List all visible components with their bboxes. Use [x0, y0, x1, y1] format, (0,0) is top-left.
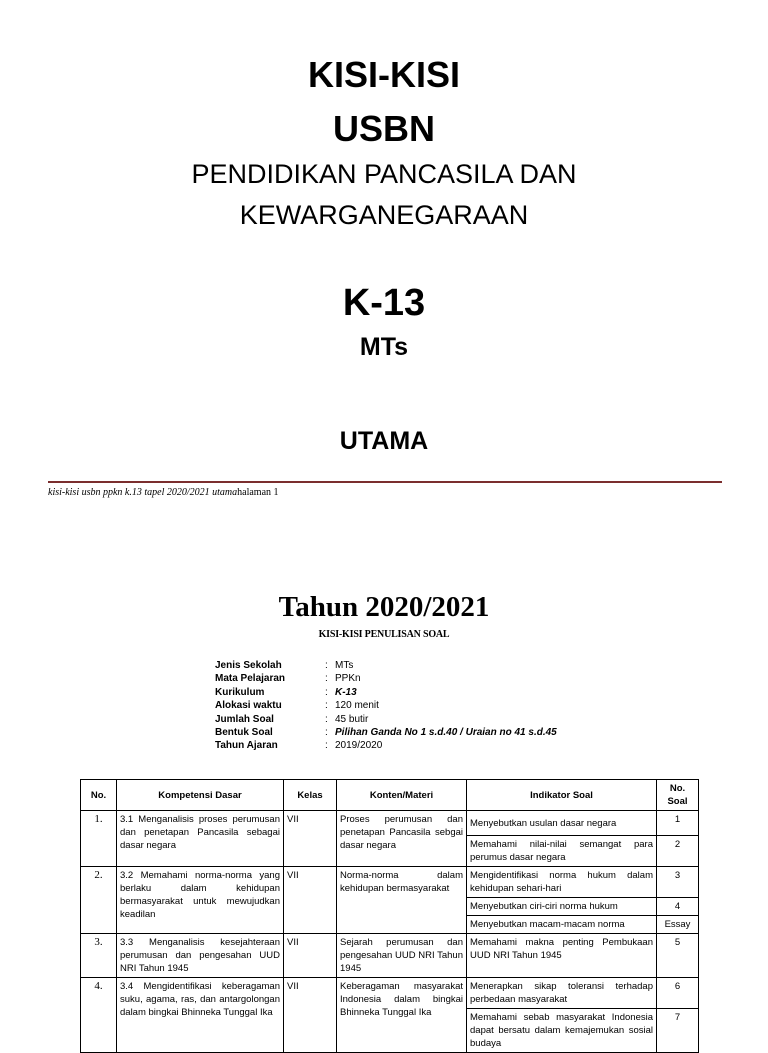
cell-no-soal: 5 — [657, 934, 699, 978]
cell-no-soal: Essay — [657, 916, 699, 934]
info-row-jenis-sekolah — [215, 659, 557, 672]
info-value: 120 menit — [335, 700, 379, 712]
cell-konten-materi: Sejarah perumusan dan pengesahan UUD NRI Tahun 1945 — [337, 934, 467, 978]
header-kelas: Kelas — [284, 780, 337, 811]
info-label: Kurikulum — [215, 686, 265, 698]
header-no-soal: No. Soal — [657, 780, 699, 811]
info-value: MTs — [335, 660, 354, 671]
cell-indikator-soal: Memahami nilai-nilai semangat para perumus dasar negara — [467, 836, 657, 867]
header-indikator-soal: Indikator Soal — [467, 780, 657, 811]
info-value: Pilihan Ganda No 1 s.d.40 / Uraian no 41 s.d.45 — [335, 726, 557, 738]
info-row-mata-pelajaran — [215, 672, 557, 685]
header-konten-materi: Konten/Materi — [337, 780, 467, 811]
info-value: 2019/2020 — [335, 740, 383, 752]
table-row — [81, 811, 699, 836]
info-label: Alokasi waktu — [215, 700, 282, 712]
cell-no-soal: 7 — [657, 1009, 699, 1053]
info-row-tahun-ajaran — [215, 739, 557, 752]
table-header-row — [81, 780, 699, 811]
table-row — [81, 978, 699, 1009]
cell-kelas: VII — [284, 978, 337, 1053]
cell-kompetensi-dasar: 3.1 Menganalisis proses perumusan dan penetapan Pancasila sebagai dasar negara — [117, 811, 284, 867]
info-separator: : — [325, 713, 328, 725]
cell-no-soal: 1 — [657, 811, 699, 836]
cell-kelas: VII — [284, 867, 337, 934]
cell-kompetensi-dasar: 3.3 Menganalisis kesejahteraan perumusan dan pengesahan UUD NRI Tahun 1945 — [117, 934, 284, 978]
info-separator: : — [325, 726, 328, 738]
cell-indikator-soal: Mengidentifikasi norma hukum dalam kehidupan sehari-hari — [467, 867, 657, 898]
cell-kompetensi-dasar: 3.4 Mengidentifikasi keberagaman suku, agama, ras, dan antargolongan dalam bingkai Bhinneka Tunggal Ika — [117, 978, 284, 1053]
cell-kompetensi-dasar: 3.2 Memahami norma-norma yang berlaku dalam kehidupan bermasyarakat untuk mewujudkan keadilan — [117, 867, 284, 934]
cell-kelas: VII — [284, 811, 337, 867]
cell-indikator-soal: Menerapkan sikap toleransi terhadap perbedaan masyarakat — [467, 978, 657, 1009]
info-separator: : — [325, 700, 328, 712]
info-label: Tahun Ajaran — [215, 740, 278, 752]
cell-konten-materi: Keberagaman masyarakat Indonesia dalam bingkai Bhinneka Tunggal Ika — [337, 978, 467, 1053]
header-no: No. — [81, 780, 117, 811]
cell-indikator-soal: Memahami makna penting Pembukaan UUD NRI Tahun 1945 — [467, 934, 657, 978]
info-separator: : — [325, 673, 328, 685]
info-value: PPKn — [335, 673, 361, 685]
info-separator: : — [325, 660, 328, 671]
page-divider-rule — [48, 481, 722, 483]
table-row — [81, 934, 699, 978]
info-separator: : — [325, 686, 328, 698]
footer-page-number: halaman 1 — [237, 487, 279, 498]
cell-kelas: VII — [284, 934, 337, 978]
info-row-kurikulum — [215, 686, 557, 699]
page-footer — [48, 487, 279, 499]
cell-no: 1. — [81, 811, 117, 867]
cell-no: 2. — [81, 867, 117, 934]
cell-no-soal: 6 — [657, 978, 699, 1009]
cover-subject-line-2: KEWARGANEGARAAN — [239, 200, 529, 230]
section-heading: KISI-KISI PENULISAN SOAL — [318, 629, 450, 640]
cover-title-kisi-kisi: KISI-KISI — [307, 54, 460, 95]
cell-konten-materi: Norma-norma dalam kehidupan bermasyarakat — [337, 867, 467, 934]
cell-no-soal: 2 — [657, 836, 699, 867]
cell-indikator-soal: Memahami sebab masyarakat Indonesia dapat bersatu dalam kemajemukan sosial budaya — [467, 1009, 657, 1053]
cover-school-type: MTs — [359, 333, 409, 361]
cell-no-soal: 3 — [657, 867, 699, 898]
cover-exam-type: UTAMA — [339, 427, 429, 455]
footer-document-name: kisi-kisi usbn ppkn k.13 tapel 2020/2021 utama — [48, 487, 238, 498]
table-row — [81, 867, 699, 898]
kisi-kisi-table — [80, 779, 699, 1053]
info-row-bentuk-soal — [215, 726, 557, 739]
cell-konten-materi: Proses perumusan dan penetapan Pancasila sebgai dasar negara — [337, 811, 467, 867]
cell-indikator-soal: Menyebutkan usulan dasar negara — [467, 811, 657, 836]
info-label: Bentuk Soal — [215, 726, 273, 738]
info-label: Mata Pelajaran — [215, 673, 286, 685]
cell-no: 4. — [81, 978, 117, 1053]
cell-indikator-soal: Menyebutkan macam-macam norma — [467, 916, 657, 934]
cell-no-soal: 4 — [657, 898, 699, 916]
info-row-jumlah-soal — [215, 713, 557, 726]
cell-indikator-soal: Menyebutkan ciri-ciri norma hukum — [467, 898, 657, 916]
cover-subject-line-1: PENDIDIKAN PANCASILA DAN — [191, 159, 577, 189]
info-label: Jenis Sekolah — [215, 660, 282, 671]
cover-curriculum: K-13 — [342, 282, 426, 324]
info-label: Jumlah Soal — [215, 713, 274, 725]
header-kompetensi-dasar: Kompetensi Dasar — [117, 780, 284, 811]
info-row-alokasi-waktu — [215, 699, 557, 712]
document-info-block — [215, 659, 557, 753]
year-title: Tahun 2020/2021 — [278, 591, 490, 623]
info-value: 45 butir — [335, 713, 369, 725]
info-value: K-13 — [335, 686, 357, 698]
info-separator: : — [325, 740, 328, 752]
cover-title-usbn: USBN — [332, 108, 435, 149]
cell-no: 3. — [81, 934, 117, 978]
